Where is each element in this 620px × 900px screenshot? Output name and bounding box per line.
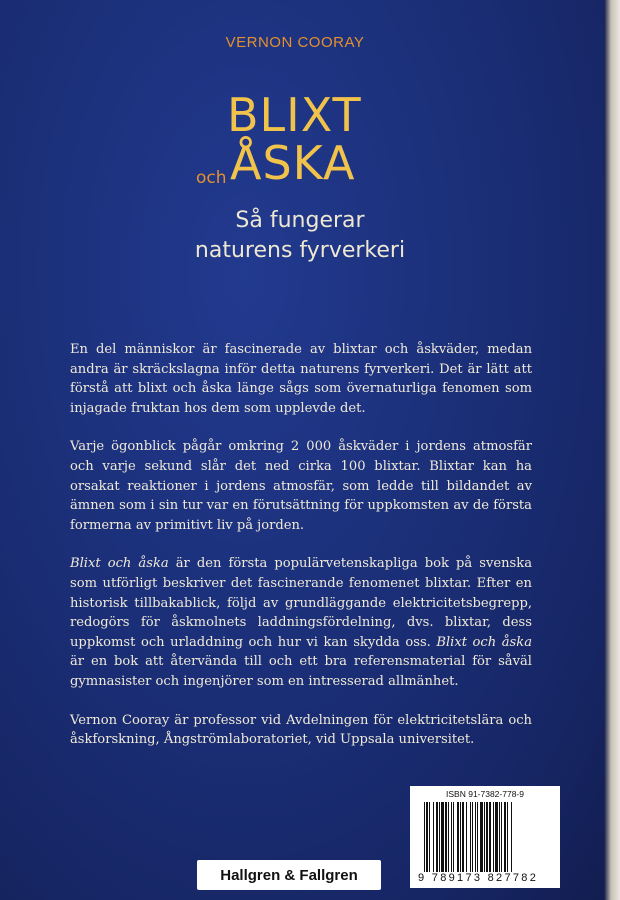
page-edge: [604, 0, 620, 900]
title-line-1: BLIXT: [227, 88, 362, 142]
blurb-paragraph-4: Vernon Cooray är professor vid Avdelningen för elektricitetslära och åskforskning, Ångströmlaboratoriet, vid Uppsala universitet.: [70, 712, 532, 748]
blurb-paragraph-2: Varje ögonblick pågår omkring 2 000 åskväder i jordens atmosfär och varje sekund slår det ned cirka 100 blixtar. Blixtar kan ha orsakat reaktioner i jordens atmosfär, som ledde till bildandet av ämnen som i sin tur var en förutsättning för uppkomsten av de första formerna av primitivt liv på jorden.: [70, 439, 532, 533]
subtitle: [170, 206, 430, 266]
ean-digits: 9 789173 827782: [418, 872, 539, 884]
book-title-italic-2: Blixt och åska: [436, 634, 532, 650]
blurb-paragraph-3-text: är den första populärvetenskapliga bok på svenska som utförligt beskriver det fascinerande fenomenet blixtar. Efter en historisk tillbakablick, följd av grundläggande elektricitetsbegrepp, redogörs för åskmolnets laddningsfördelning, dvs. blixtar, dess uppkomst och urladdning och hur vi kan skydda oss.: [70, 556, 532, 650]
blurb-paragraph-3-text-2: är en bok att återvända till och ett bra referensmaterial för såväl gymnasister och ingenjörer som en intresserad allmänhet.: [70, 654, 532, 689]
blurb-paragraph-3: [70, 554, 532, 691]
subtitle-line-1: Så fungerar: [235, 208, 365, 233]
book-title-italic: Blixt och åska: [70, 556, 169, 572]
title-line-2: ÅSKA: [230, 136, 356, 190]
publisher-logo: Hallgren & Fallgren: [197, 860, 381, 890]
isbn-label: ISBN 91-7382-778-9: [446, 789, 524, 799]
title-connector: och: [196, 168, 227, 188]
isbn-barcode: [410, 786, 560, 888]
barcode-bars: [424, 802, 546, 872]
subtitle-line-2: naturens fyrverkeri: [194, 238, 406, 263]
blurb-text: [70, 340, 532, 769]
blurb-paragraph-1: En del människor är fascinerade av blixtar och åskväder, medan andra är skräckslagna inför detta naturens fyrverkeri. Det är lätt att förstå att blixt och åska länge sågs som övernaturliga fenomen som injagade fruktan hos dem som upplevde det.: [70, 342, 532, 416]
author-name: VERNON COORAY: [225, 34, 365, 51]
